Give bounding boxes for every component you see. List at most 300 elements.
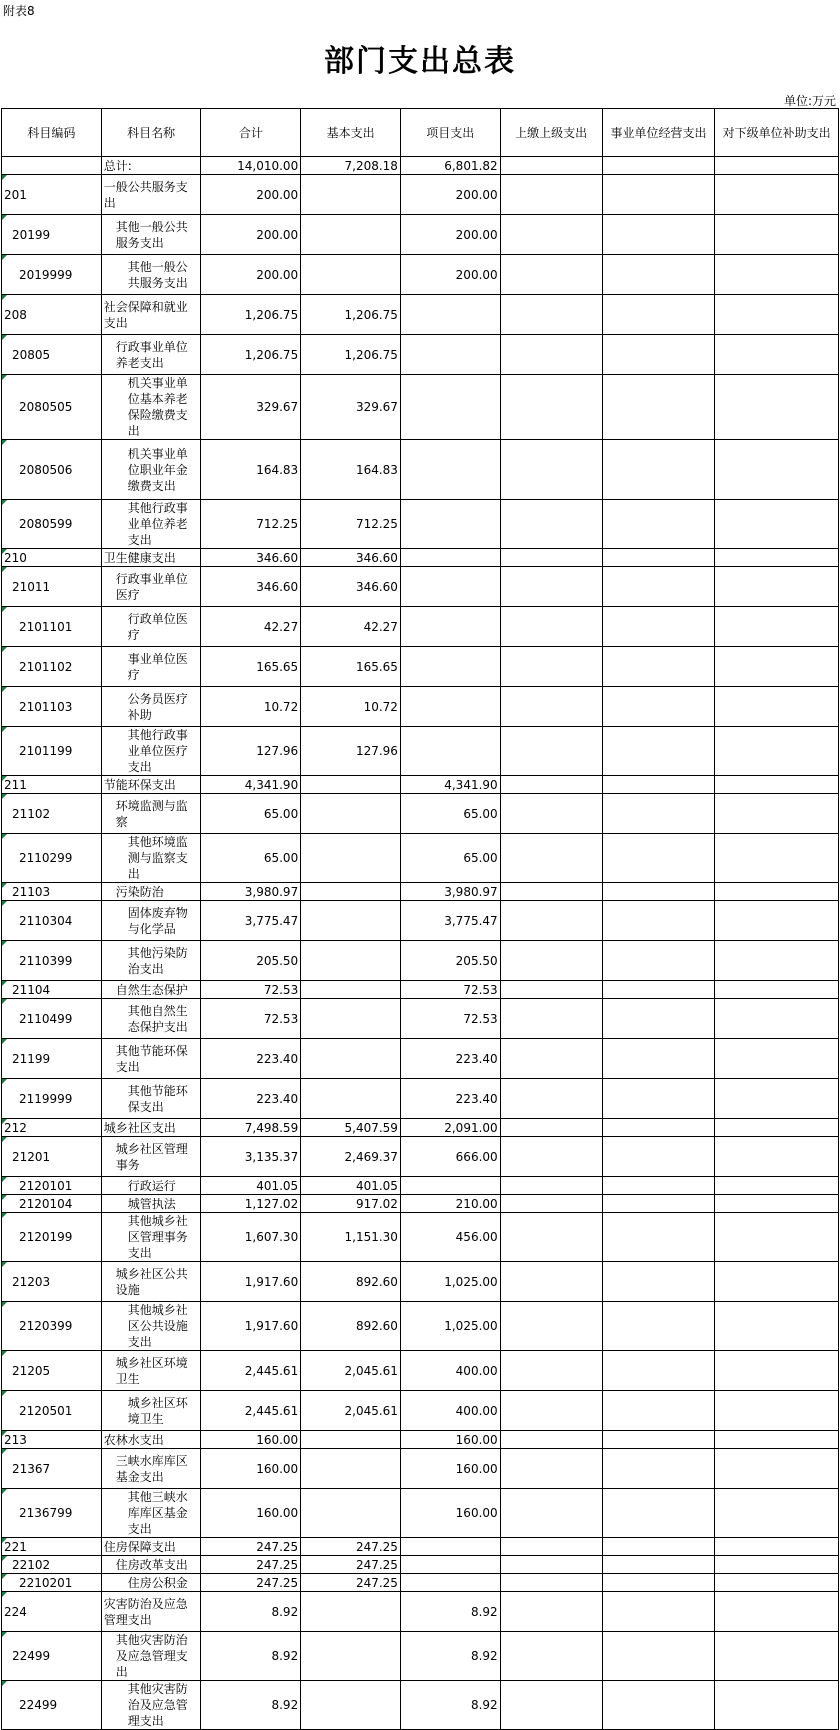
cell-total: 10.72 bbox=[201, 687, 301, 727]
table-row bbox=[2, 1302, 839, 1351]
cell-business-operation bbox=[602, 901, 715, 941]
cell-basic: 401.05 bbox=[301, 1177, 401, 1195]
cell-name: 住房保障支出 bbox=[101, 1538, 201, 1556]
cell-name: 其他节能环保支出 bbox=[101, 1079, 201, 1119]
cell-remit-superior bbox=[500, 567, 602, 607]
cell-project bbox=[400, 687, 500, 727]
cell-business-operation bbox=[602, 1449, 715, 1489]
cell-total: 3,980.97 bbox=[201, 883, 301, 901]
cell-business-operation bbox=[602, 440, 715, 500]
cell-code: 22499 bbox=[2, 1632, 102, 1681]
cell-name: 机关事业单位基本养老保险缴费支出 bbox=[101, 375, 201, 440]
cell-code: 2120399 bbox=[2, 1302, 102, 1351]
cell-total: 165.65 bbox=[201, 647, 301, 687]
cell-name: 其他污染防治支出 bbox=[101, 941, 201, 981]
table-row bbox=[2, 1079, 839, 1119]
cell-code: 20199 bbox=[2, 215, 102, 255]
cell-total: 8.92 bbox=[201, 1592, 301, 1632]
table-row bbox=[2, 981, 839, 999]
cell-subsidy-subordinate bbox=[715, 157, 839, 175]
cell-project: 1,025.00 bbox=[400, 1302, 500, 1351]
cell-code: 201 bbox=[2, 175, 102, 215]
cell-subsidy-subordinate bbox=[715, 1592, 839, 1632]
cell-total: 72.53 bbox=[201, 981, 301, 999]
cell-project bbox=[400, 1538, 500, 1556]
cell-project bbox=[400, 607, 500, 647]
cell-project bbox=[400, 727, 500, 776]
cell-subsidy-subordinate bbox=[715, 687, 839, 727]
cell-name: 社会保障和就业支出 bbox=[101, 295, 201, 335]
cell-total: 247.25 bbox=[201, 1538, 301, 1556]
table-row bbox=[2, 1213, 839, 1262]
cell-basic: 892.60 bbox=[301, 1262, 401, 1302]
cell-total: 205.50 bbox=[201, 941, 301, 981]
cell-project: 72.53 bbox=[400, 981, 500, 999]
cell-basic: 329.67 bbox=[301, 375, 401, 440]
cell-total: 247.25 bbox=[201, 1574, 301, 1592]
column-header-remit-superior: 上缴上级支出 bbox=[500, 109, 602, 157]
cell-remit-superior bbox=[500, 1489, 602, 1538]
cell-basic bbox=[301, 1449, 401, 1489]
cell-basic bbox=[301, 981, 401, 999]
cell-business-operation bbox=[602, 500, 715, 549]
cell-subsidy-subordinate bbox=[715, 567, 839, 607]
cell-name: 固体废弃物与化学品 bbox=[101, 901, 201, 941]
cell-remit-superior bbox=[500, 883, 602, 901]
cell-project bbox=[400, 647, 500, 687]
unit-label: 单位:万元 bbox=[783, 94, 836, 108]
cell-basic bbox=[301, 901, 401, 941]
table-row bbox=[2, 1681, 839, 1730]
cell-subsidy-subordinate bbox=[715, 1556, 839, 1574]
column-header-name: 科目名称 bbox=[101, 109, 201, 157]
cell-project: 456.00 bbox=[400, 1213, 500, 1262]
cell-code: 213 bbox=[2, 1431, 102, 1449]
table-row bbox=[2, 1177, 839, 1195]
cell-code: 2120101 bbox=[2, 1177, 102, 1195]
cell-project: 3,775.47 bbox=[400, 901, 500, 941]
cell-name: 灾害防治及应急管理支出 bbox=[101, 1592, 201, 1632]
cell-business-operation bbox=[602, 687, 715, 727]
cell-name: 机关事业单位职业年金缴费支出 bbox=[101, 440, 201, 500]
cell-remit-superior bbox=[500, 999, 602, 1039]
cell-business-operation bbox=[602, 1574, 715, 1592]
cell-total: 7,498.59 bbox=[201, 1119, 301, 1137]
cell-subsidy-subordinate bbox=[715, 1177, 839, 1195]
cell-code: 212 bbox=[2, 1119, 102, 1137]
cell-name: 其他灾害防治及应急管理支出 bbox=[101, 1681, 201, 1730]
cell-project: 223.40 bbox=[400, 1079, 500, 1119]
cell-name: 农林水支出 bbox=[101, 1431, 201, 1449]
cell-subsidy-subordinate bbox=[715, 175, 839, 215]
cell-subsidy-subordinate bbox=[715, 794, 839, 834]
cell-project: 8.92 bbox=[400, 1632, 500, 1681]
cell-business-operation bbox=[602, 647, 715, 687]
cell-code: 2210201 bbox=[2, 1574, 102, 1592]
cell-remit-superior bbox=[500, 1556, 602, 1574]
cell-remit-superior bbox=[500, 1681, 602, 1730]
cell-total: 160.00 bbox=[201, 1431, 301, 1449]
table-row bbox=[2, 295, 839, 335]
cell-business-operation bbox=[602, 567, 715, 607]
cell-remit-superior bbox=[500, 687, 602, 727]
cell-project: 8.92 bbox=[400, 1592, 500, 1632]
cell-business-operation bbox=[602, 1431, 715, 1449]
cell-subsidy-subordinate bbox=[715, 1489, 839, 1538]
table-row bbox=[2, 1449, 839, 1489]
cell-total: 2,445.61 bbox=[201, 1391, 301, 1431]
cell-subsidy-subordinate bbox=[715, 1391, 839, 1431]
cell-remit-superior bbox=[500, 1391, 602, 1431]
cell-remit-superior bbox=[500, 295, 602, 335]
cell-project: 160.00 bbox=[400, 1449, 500, 1489]
cell-business-operation bbox=[602, 883, 715, 901]
cell-project: 8.92 bbox=[400, 1681, 500, 1730]
cell-project bbox=[400, 500, 500, 549]
cell-name: 总计: bbox=[101, 157, 201, 175]
cell-remit-superior bbox=[500, 1574, 602, 1592]
cell-basic: 42.27 bbox=[301, 607, 401, 647]
cell-code: 2080505 bbox=[2, 375, 102, 440]
cell-code: 21199 bbox=[2, 1039, 102, 1079]
cell-basic bbox=[301, 1632, 401, 1681]
table-row bbox=[2, 255, 839, 295]
cell-name: 公务员医疗补助 bbox=[101, 687, 201, 727]
cell-remit-superior bbox=[500, 1302, 602, 1351]
cell-business-operation bbox=[602, 175, 715, 215]
column-header-basic: 基本支出 bbox=[301, 109, 401, 157]
cell-business-operation bbox=[602, 1137, 715, 1177]
cell-code: 21201 bbox=[2, 1137, 102, 1177]
cell-name: 其他一般公共服务支出 bbox=[101, 215, 201, 255]
cell-remit-superior bbox=[500, 647, 602, 687]
cell-remit-superior bbox=[500, 834, 602, 883]
cell-project: 3,980.97 bbox=[400, 883, 500, 901]
cell-basic: 892.60 bbox=[301, 1302, 401, 1351]
cell-code bbox=[2, 157, 102, 175]
cell-remit-superior bbox=[500, 175, 602, 215]
cell-remit-superior bbox=[500, 1079, 602, 1119]
cell-business-operation bbox=[602, 1556, 715, 1574]
cell-name: 其他节能环保支出 bbox=[101, 1039, 201, 1079]
cell-total: 1,917.60 bbox=[201, 1302, 301, 1351]
table-row bbox=[2, 175, 839, 215]
table-row bbox=[2, 999, 839, 1039]
cell-business-operation bbox=[602, 255, 715, 295]
cell-business-operation bbox=[602, 1262, 715, 1302]
table-row bbox=[2, 1489, 839, 1538]
cell-name: 其他自然生态保护支出 bbox=[101, 999, 201, 1039]
cell-total: 346.60 bbox=[201, 567, 301, 607]
cell-remit-superior bbox=[500, 607, 602, 647]
cell-basic: 346.60 bbox=[301, 549, 401, 567]
cell-project bbox=[400, 440, 500, 500]
cell-code: 2120501 bbox=[2, 1391, 102, 1431]
cell-basic bbox=[301, 215, 401, 255]
cell-name: 住房公积金 bbox=[101, 1574, 201, 1592]
cell-project bbox=[400, 1574, 500, 1592]
cell-business-operation bbox=[602, 1351, 715, 1391]
cell-subsidy-subordinate bbox=[715, 1213, 839, 1262]
cell-total: 164.83 bbox=[201, 440, 301, 500]
cell-subsidy-subordinate bbox=[715, 607, 839, 647]
cell-subsidy-subordinate bbox=[715, 335, 839, 375]
cell-remit-superior bbox=[500, 255, 602, 295]
cell-total: 8.92 bbox=[201, 1632, 301, 1681]
cell-name: 其他城乡社区管理事务支出 bbox=[101, 1213, 201, 1262]
cell-code: 2120104 bbox=[2, 1195, 102, 1213]
cell-name: 其他行政事业单位养老支出 bbox=[101, 500, 201, 549]
table-row bbox=[2, 157, 839, 175]
cell-subsidy-subordinate bbox=[715, 727, 839, 776]
cell-business-operation bbox=[602, 1213, 715, 1262]
cell-code: 2080506 bbox=[2, 440, 102, 500]
cell-code: 224 bbox=[2, 1592, 102, 1632]
cell-project: 65.00 bbox=[400, 794, 500, 834]
cell-total: 127.96 bbox=[201, 727, 301, 776]
cell-basic bbox=[301, 999, 401, 1039]
cell-remit-superior bbox=[500, 1137, 602, 1177]
cell-name: 一般公共服务支出 bbox=[101, 175, 201, 215]
cell-basic: 247.25 bbox=[301, 1574, 401, 1592]
cell-business-operation bbox=[602, 607, 715, 647]
cell-total: 160.00 bbox=[201, 1489, 301, 1538]
cell-subsidy-subordinate bbox=[715, 1431, 839, 1449]
cell-name: 环境监测与监察 bbox=[101, 794, 201, 834]
cell-code: 2101101 bbox=[2, 607, 102, 647]
cell-total: 223.40 bbox=[201, 1079, 301, 1119]
cell-name: 行政事业单位养老支出 bbox=[101, 335, 201, 375]
cell-subsidy-subordinate bbox=[715, 901, 839, 941]
cell-project: 200.00 bbox=[400, 175, 500, 215]
cell-code: 2101199 bbox=[2, 727, 102, 776]
cell-remit-superior bbox=[500, 941, 602, 981]
table-row bbox=[2, 215, 839, 255]
cell-total: 4,341.90 bbox=[201, 776, 301, 794]
column-header-project: 项目支出 bbox=[400, 109, 500, 157]
cell-code: 2136799 bbox=[2, 1489, 102, 1538]
cell-code: 2019999 bbox=[2, 255, 102, 295]
cell-basic: 712.25 bbox=[301, 500, 401, 549]
cell-remit-superior bbox=[500, 1039, 602, 1079]
cell-basic bbox=[301, 794, 401, 834]
cell-remit-superior bbox=[500, 1431, 602, 1449]
cell-total: 8.92 bbox=[201, 1681, 301, 1730]
cell-business-operation bbox=[602, 1195, 715, 1213]
cell-project: 1,025.00 bbox=[400, 1262, 500, 1302]
cell-basic: 247.25 bbox=[301, 1538, 401, 1556]
cell-name: 其他灾害防治及应急管理支出 bbox=[101, 1632, 201, 1681]
cell-basic bbox=[301, 883, 401, 901]
cell-business-operation bbox=[602, 1632, 715, 1681]
cell-project: 223.40 bbox=[400, 1039, 500, 1079]
cell-code: 21103 bbox=[2, 883, 102, 901]
table-row bbox=[2, 727, 839, 776]
cell-subsidy-subordinate bbox=[715, 255, 839, 295]
page-title: 部门支出总表 bbox=[324, 44, 516, 79]
cell-basic bbox=[301, 776, 401, 794]
cell-basic: 1,151.30 bbox=[301, 1213, 401, 1262]
cell-business-operation bbox=[602, 1391, 715, 1431]
cell-code: 2110299 bbox=[2, 834, 102, 883]
cell-remit-superior bbox=[500, 335, 602, 375]
cell-total: 14,010.00 bbox=[201, 157, 301, 175]
cell-code: 21205 bbox=[2, 1351, 102, 1391]
cell-remit-superior bbox=[500, 981, 602, 999]
table-row bbox=[2, 794, 839, 834]
cell-name: 其他一般公共服务支出 bbox=[101, 255, 201, 295]
cell-basic bbox=[301, 1592, 401, 1632]
cell-subsidy-subordinate bbox=[715, 375, 839, 440]
cell-remit-superior bbox=[500, 215, 602, 255]
table-row bbox=[2, 1592, 839, 1632]
cell-code: 2110499 bbox=[2, 999, 102, 1039]
cell-code: 22499 bbox=[2, 1681, 102, 1730]
cell-basic: 2,045.61 bbox=[301, 1351, 401, 1391]
cell-code: 21104 bbox=[2, 981, 102, 999]
cell-total: 200.00 bbox=[201, 175, 301, 215]
table-row bbox=[2, 567, 839, 607]
cell-subsidy-subordinate bbox=[715, 1351, 839, 1391]
cell-business-operation bbox=[602, 1592, 715, 1632]
cell-basic bbox=[301, 175, 401, 215]
table-row bbox=[2, 647, 839, 687]
cell-subsidy-subordinate bbox=[715, 1119, 839, 1137]
table-row bbox=[2, 607, 839, 647]
cell-remit-superior bbox=[500, 500, 602, 549]
column-header-business-operation: 事业单位经营支出 bbox=[602, 109, 715, 157]
appendix-label: 附表8 bbox=[3, 4, 35, 18]
cell-project: 210.00 bbox=[400, 1195, 500, 1213]
cell-total: 247.25 bbox=[201, 1556, 301, 1574]
cell-subsidy-subordinate bbox=[715, 549, 839, 567]
cell-project bbox=[400, 335, 500, 375]
cell-subsidy-subordinate bbox=[715, 1262, 839, 1302]
cell-total: 346.60 bbox=[201, 549, 301, 567]
cell-remit-superior bbox=[500, 1177, 602, 1195]
cell-remit-superior bbox=[500, 1449, 602, 1489]
table-row bbox=[2, 1039, 839, 1079]
table-row bbox=[2, 1632, 839, 1681]
cell-project: 2,091.00 bbox=[400, 1119, 500, 1137]
cell-basic: 10.72 bbox=[301, 687, 401, 727]
table-row bbox=[2, 1574, 839, 1592]
cell-project: 400.00 bbox=[400, 1391, 500, 1431]
cell-business-operation bbox=[602, 776, 715, 794]
cell-remit-superior bbox=[500, 776, 602, 794]
cell-total: 3,775.47 bbox=[201, 901, 301, 941]
cell-code: 22102 bbox=[2, 1556, 102, 1574]
cell-business-operation bbox=[602, 335, 715, 375]
cell-basic bbox=[301, 1431, 401, 1449]
cell-name: 事业单位医疗 bbox=[101, 647, 201, 687]
cell-business-operation bbox=[602, 295, 715, 335]
cell-subsidy-subordinate bbox=[715, 1302, 839, 1351]
cell-name: 其他三峡水库库区基金支出 bbox=[101, 1489, 201, 1538]
cell-total: 65.00 bbox=[201, 794, 301, 834]
table-row bbox=[2, 1137, 839, 1177]
table-row bbox=[2, 500, 839, 549]
cell-subsidy-subordinate bbox=[715, 883, 839, 901]
table-row bbox=[2, 901, 839, 941]
cell-basic bbox=[301, 1489, 401, 1538]
cell-remit-superior bbox=[500, 1262, 602, 1302]
cell-basic bbox=[301, 255, 401, 295]
cell-basic: 247.25 bbox=[301, 1556, 401, 1574]
table-body bbox=[2, 157, 839, 1730]
cell-name: 污染防治 bbox=[101, 883, 201, 901]
cell-name: 住房改革支出 bbox=[101, 1556, 201, 1574]
cell-code: 21102 bbox=[2, 794, 102, 834]
cell-subsidy-subordinate bbox=[715, 295, 839, 335]
cell-basic: 164.83 bbox=[301, 440, 401, 500]
cell-remit-superior bbox=[500, 901, 602, 941]
cell-remit-superior bbox=[500, 1538, 602, 1556]
cell-subsidy-subordinate bbox=[715, 1449, 839, 1489]
cell-total: 200.00 bbox=[201, 215, 301, 255]
table-row bbox=[2, 549, 839, 567]
cell-remit-superior bbox=[500, 1632, 602, 1681]
cell-project bbox=[400, 375, 500, 440]
cell-basic: 165.65 bbox=[301, 647, 401, 687]
cell-total: 712.25 bbox=[201, 500, 301, 549]
table-row bbox=[2, 1391, 839, 1431]
cell-remit-superior bbox=[500, 375, 602, 440]
table-row bbox=[2, 941, 839, 981]
cell-business-operation bbox=[602, 941, 715, 981]
cell-business-operation bbox=[602, 1302, 715, 1351]
cell-subsidy-subordinate bbox=[715, 1079, 839, 1119]
cell-total: 42.27 bbox=[201, 607, 301, 647]
cell-total: 65.00 bbox=[201, 834, 301, 883]
cell-name: 城乡社区环境卫生 bbox=[101, 1351, 201, 1391]
cell-basic: 346.60 bbox=[301, 567, 401, 607]
table-row bbox=[2, 1262, 839, 1302]
cell-code: 20805 bbox=[2, 335, 102, 375]
cell-total: 1,607.30 bbox=[201, 1213, 301, 1262]
cell-basic: 917.02 bbox=[301, 1195, 401, 1213]
cell-subsidy-subordinate bbox=[715, 1681, 839, 1730]
cell-project: 72.53 bbox=[400, 999, 500, 1039]
cell-business-operation bbox=[602, 1177, 715, 1195]
cell-total: 2,445.61 bbox=[201, 1351, 301, 1391]
cell-subsidy-subordinate bbox=[715, 999, 839, 1039]
cell-remit-superior bbox=[500, 1213, 602, 1262]
cell-subsidy-subordinate bbox=[715, 440, 839, 500]
cell-subsidy-subordinate bbox=[715, 1137, 839, 1177]
cell-remit-superior bbox=[500, 1195, 602, 1213]
cell-total: 401.05 bbox=[201, 1177, 301, 1195]
cell-code: 2120199 bbox=[2, 1213, 102, 1262]
cell-business-operation bbox=[602, 999, 715, 1039]
cell-subsidy-subordinate bbox=[715, 500, 839, 549]
cell-subsidy-subordinate bbox=[715, 1039, 839, 1079]
cell-code: 2101103 bbox=[2, 687, 102, 727]
table-header-row bbox=[2, 109, 839, 157]
cell-total: 1,206.75 bbox=[201, 335, 301, 375]
cell-name: 其他城乡社区公共设施支出 bbox=[101, 1302, 201, 1351]
cell-project bbox=[400, 1556, 500, 1574]
cell-project bbox=[400, 549, 500, 567]
cell-name: 城乡社区公共设施 bbox=[101, 1262, 201, 1302]
cell-business-operation bbox=[602, 834, 715, 883]
cell-code: 210 bbox=[2, 549, 102, 567]
cell-name: 行政事业单位医疗 bbox=[101, 567, 201, 607]
cell-project: 4,341.90 bbox=[400, 776, 500, 794]
cell-business-operation bbox=[602, 1489, 715, 1538]
table-row bbox=[2, 1431, 839, 1449]
cell-subsidy-subordinate bbox=[715, 1632, 839, 1681]
